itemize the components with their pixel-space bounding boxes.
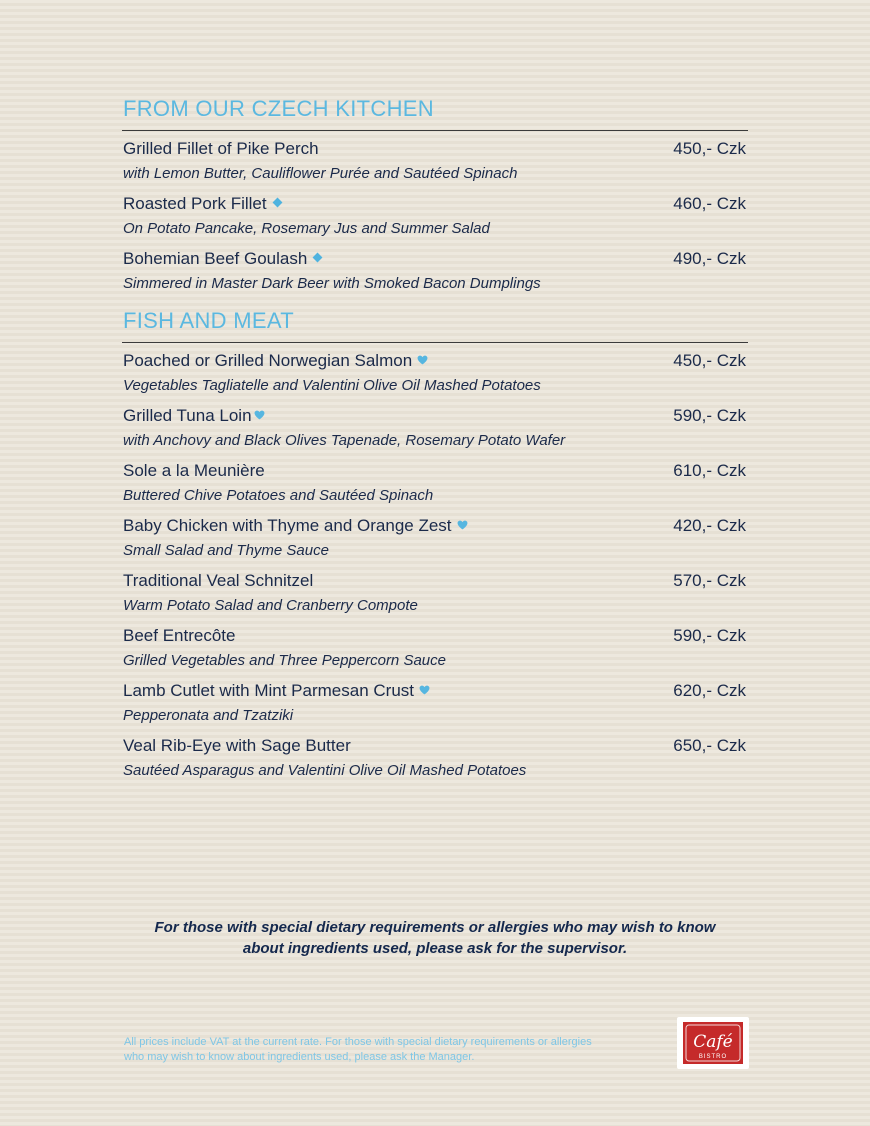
- item-price: 590,- Czk: [673, 626, 746, 645]
- item-price: 620,- Czk: [673, 681, 746, 700]
- section-fish-and-meat: [122, 308, 748, 789]
- logo-badge: [683, 1022, 743, 1064]
- item-description: with Anchovy and Black Olives Tapenade, Rosemary Potato Wafer: [123, 432, 566, 449]
- divider: [122, 342, 748, 343]
- item-name: Roasted Pork Fillet: [123, 194, 281, 214]
- fine-print-line: who may wish to know about ingredients used, please ask the Manager.: [124, 1051, 475, 1063]
- section-title: FROM OUR CZECH KITCHEN: [123, 96, 434, 121]
- item-price: 590,- Czk: [673, 406, 746, 425]
- dietary-note-line: about ingredients used, please ask for the supervisor.: [242, 940, 628, 957]
- diamond-icon: [313, 253, 323, 263]
- menu-item: [122, 349, 748, 404]
- item-name: Grilled Tuna Loin: [123, 406, 265, 426]
- item-name: Grilled Fillet of Pike Perch: [123, 139, 319, 158]
- logo-word: Café: [693, 1032, 733, 1052]
- diamond-icon: [272, 198, 282, 208]
- heart-icon: [254, 410, 265, 420]
- menu-item: [122, 734, 748, 789]
- logo-sub: BISTRO: [698, 1054, 728, 1060]
- item-price: 610,- Czk: [673, 461, 746, 480]
- item-price: 420,- Czk: [673, 516, 746, 535]
- menu-item: [122, 459, 748, 514]
- section-title: FISH AND MEAT: [123, 308, 294, 333]
- heart-icon: [417, 355, 428, 365]
- item-description: Pepperonata and Tzatziki: [123, 707, 294, 724]
- item-price: 570,- Czk: [673, 571, 746, 590]
- item-description: with Lemon Butter, Cauliflower Purée and Sautéed Spinach: [123, 165, 518, 182]
- menu-item: [122, 624, 748, 679]
- heart-icon: [457, 520, 468, 530]
- item-price: 450,- Czk: [673, 139, 746, 158]
- item-name: Poached or Grilled Norwegian Salmon: [123, 351, 428, 371]
- item-name: Baby Chicken with Thyme and Orange Zest: [123, 516, 468, 536]
- menu-item: [122, 137, 748, 192]
- item-price: 450,- Czk: [673, 351, 746, 370]
- divider: [122, 130, 748, 131]
- item-description: On Potato Pancake, Rosemary Jus and Summer Salad: [123, 220, 490, 237]
- item-description: Sautéed Asparagus and Valentini Olive Oil Mashed Potatoes: [123, 762, 527, 779]
- fine-print-line: All prices include VAT at the current rate. For those with special dietary requirements or allergies: [124, 1036, 592, 1048]
- menu-item: [122, 247, 748, 302]
- item-name: Traditional Veal Schnitzel: [123, 571, 314, 590]
- menu-item: [122, 679, 748, 734]
- dietary-note-line: For those with special dietary requirements or allergies who may wish to know: [154, 919, 716, 936]
- item-description: Warm Potato Salad and Cranberry Compote: [123, 597, 418, 614]
- item-description: Small Salad and Thyme Sauce: [123, 542, 329, 559]
- menu-item: [122, 514, 748, 569]
- menu-item: [122, 404, 748, 459]
- item-name: Sole a la Meunière: [123, 461, 265, 480]
- menu-item: [122, 569, 748, 624]
- item-name: Bohemian Beef Goulash: [123, 249, 321, 269]
- menu-item: [122, 192, 748, 247]
- item-name: Veal Rib-Eye with Sage Butter: [123, 736, 351, 755]
- item-description: Vegetables Tagliatelle and Valentini Olive Oil Mashed Potatoes: [123, 377, 541, 394]
- item-name: Lamb Cutlet with Mint Parmesan Crust: [123, 681, 430, 701]
- dietary-note: [120, 917, 750, 959]
- item-name: Beef Entrecôte: [123, 626, 236, 645]
- item-price: 650,- Czk: [673, 736, 746, 755]
- menu-content: [122, 96, 748, 789]
- item-description: Grilled Vegetables and Three Peppercorn Sauce: [123, 652, 446, 669]
- item-price: 460,- Czk: [673, 194, 746, 213]
- cafe-bistro-logo: [677, 1017, 749, 1069]
- item-description: Simmered in Master Dark Beer with Smoked Bacon Dumplings: [123, 275, 541, 292]
- logo-frame-icon: [683, 1022, 743, 1064]
- item-price: 490,- Czk: [673, 249, 746, 268]
- heart-icon: [419, 685, 430, 695]
- vat-fine-print: [124, 1035, 644, 1065]
- section-czech-kitchen: [122, 96, 748, 302]
- item-description: Buttered Chive Potatoes and Sautéed Spinach: [123, 487, 434, 504]
